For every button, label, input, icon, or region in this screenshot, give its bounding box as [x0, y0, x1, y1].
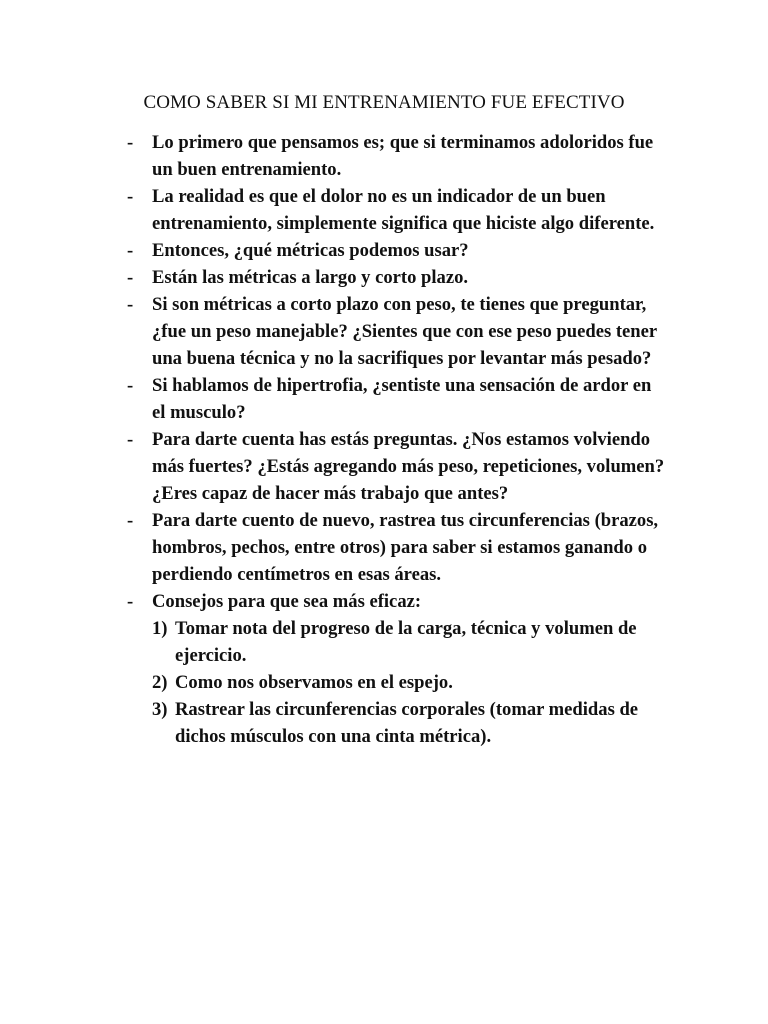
tip-number: 1): [152, 618, 168, 639]
bullet-dash: -: [127, 429, 134, 450]
bullet-dash: -: [127, 294, 134, 315]
bullet-dash: -: [127, 132, 134, 153]
list-item: [127, 507, 667, 588]
tip-text: Tomar nota del progreso de la carga, técnica y volumen de ejercicio.: [175, 618, 637, 666]
bullet-dash: -: [127, 267, 134, 288]
tip-number: 2): [152, 672, 168, 693]
list-item: [127, 264, 667, 291]
tip-text: Rastrear las circunferencias corporales (tomar medidas de dichos músculos con una cinta métrica).: [175, 699, 639, 747]
tip-item: [152, 696, 667, 750]
list-item: [127, 129, 667, 183]
bullet-text: Están las métricas a largo y corto plazo.: [152, 267, 469, 288]
bullet-dash: -: [127, 591, 134, 612]
bullet-text: Para darte cuento de nuevo, rastrea tus circunferencias (brazos, hombros, pechos, entre otros) para saber si estamos ganando o perdiendo centímetros en esas áreas.: [152, 510, 659, 585]
tip-text: Como nos observamos en el espejo.: [175, 672, 453, 693]
bullet-dash: -: [127, 186, 134, 207]
bullet-text: La realidad es que el dolor no es un indicador de un buen entrenamiento, simplemente significa que hiciste algo diferente.: [152, 186, 655, 234]
list-item: [127, 588, 667, 750]
bullet-text: Para darte cuenta has estás preguntas. ¿Nos estamos volviendo más fuertes? ¿Estás agregando más peso, repeticiones, volumen? ¿Eres capaz de hacer más trabajo que antes?: [152, 429, 665, 504]
list-item: [127, 372, 667, 426]
bullet-text: Si hablamos de hipertrofia, ¿sentiste una sensación de ardor en el musculo?: [152, 375, 652, 423]
list-item: [127, 291, 667, 372]
tips-list: [152, 615, 667, 750]
bullet-dash: -: [127, 240, 134, 261]
document-title: COMO SABER SI MI ENTRENAMIENTO FUE EFECTIVO: [143, 92, 625, 113]
list-item: [127, 237, 667, 264]
tip-item: [152, 615, 667, 669]
bullet-dash: -: [127, 375, 134, 396]
bullet-text: Entonces, ¿qué métricas podemos usar?: [152, 240, 469, 261]
tip-item: [152, 669, 667, 696]
bullet-dash: -: [127, 510, 134, 531]
list-item: [127, 183, 667, 237]
list-item: [127, 426, 667, 507]
bullet-text: Lo primero que pensamos es; que si terminamos adoloridos fue un buen entrenamiento.: [152, 132, 654, 180]
tip-number: 3): [152, 699, 168, 720]
bullet-list: [127, 129, 667, 750]
bullet-text: Consejos para que sea más eficaz:: [152, 591, 422, 612]
bullet-text: Si son métricas a corto plazo con peso, te tienes que preguntar, ¿fue un peso manejable? ¿Sientes que con ese peso puedes tener una buena técnica y no la sacrifiques por levantar más pesado?: [152, 294, 657, 369]
